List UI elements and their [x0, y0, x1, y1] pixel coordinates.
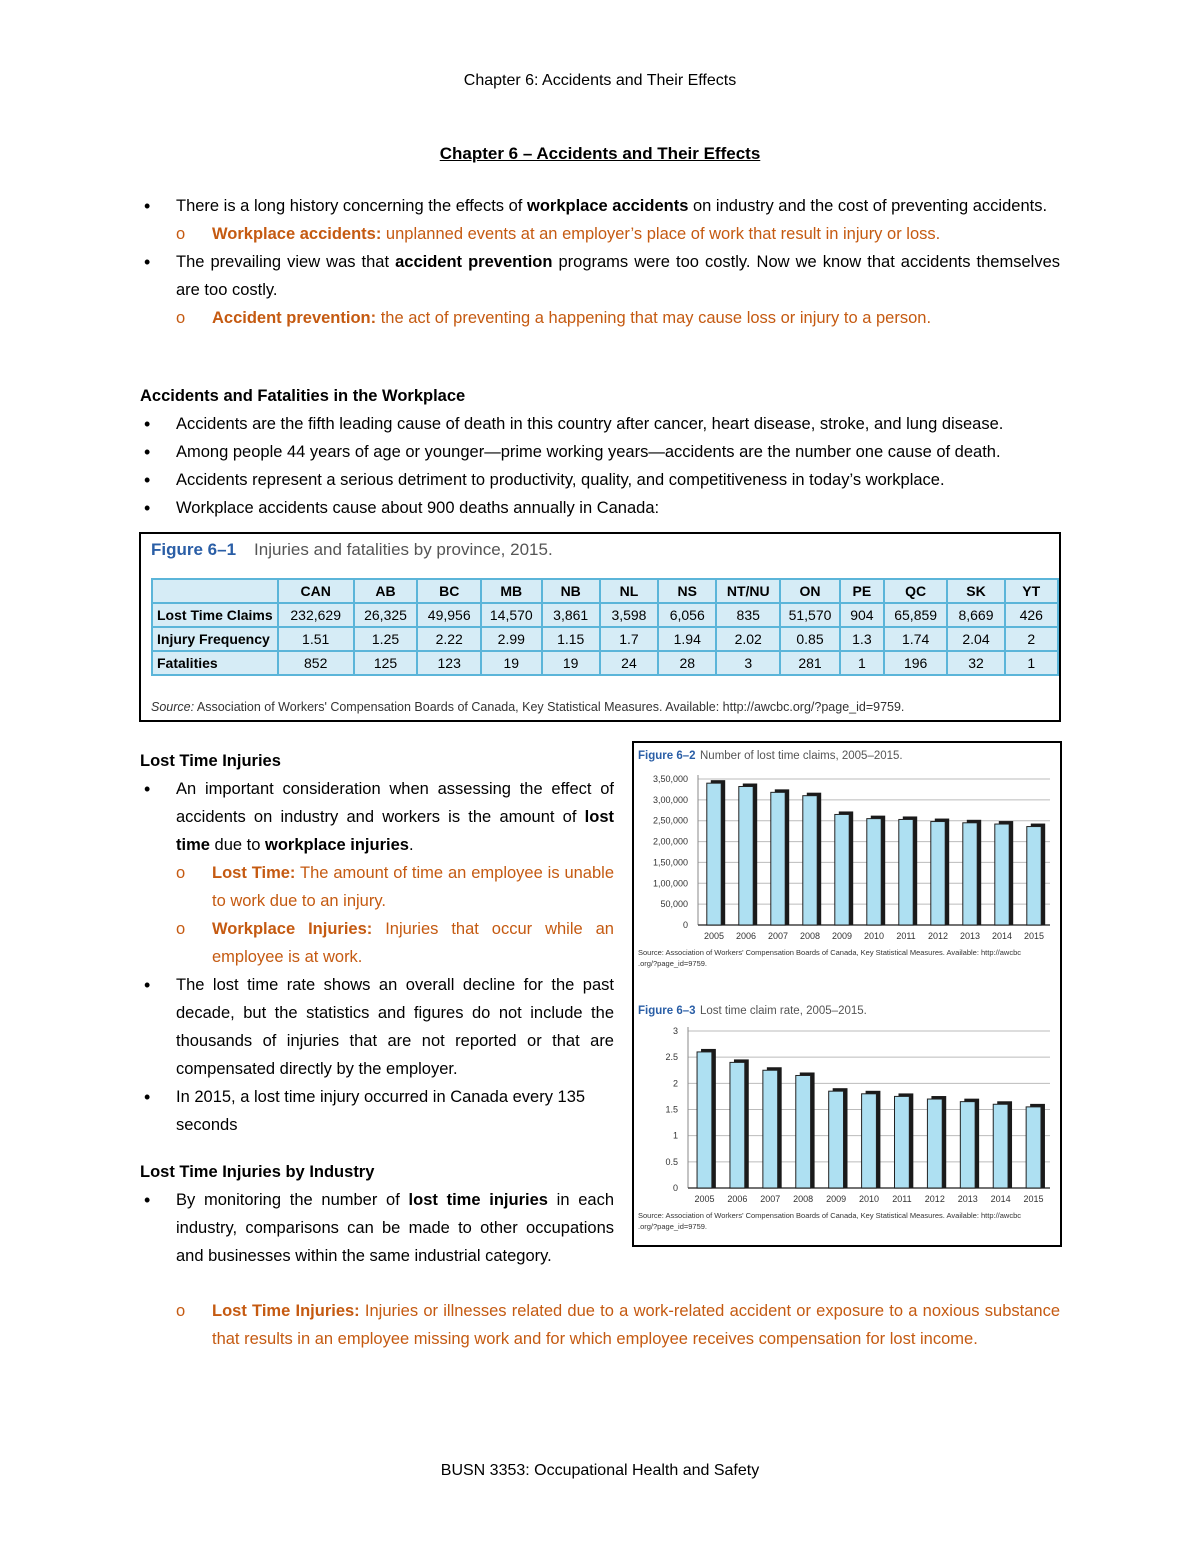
- table-cell: 1.3: [840, 627, 884, 651]
- y-tick-label: 0: [682, 920, 688, 930]
- column-header: MB: [481, 579, 542, 603]
- figure-caption: Figure 6–1 Injuries and fatalities by province, 2015.: [151, 540, 553, 559]
- bar: [829, 1091, 844, 1188]
- bar: [803, 796, 817, 925]
- bar: [960, 1102, 975, 1188]
- x-tick-label: 2011: [892, 1194, 912, 1204]
- x-tick-label: 2014: [990, 1194, 1011, 1204]
- definition-lost-time-injuries: o Lost Time Injuries: Injuries or illnesses related due to a work-related accident or exposure to a noxious substance that results in an employee missing work and for which employee receives compensation for lost income.: [176, 1302, 1060, 1348]
- table-cell: 1.25: [354, 627, 418, 651]
- x-tick-label: 2012: [924, 1194, 945, 1204]
- table-cell: 1.74: [884, 627, 948, 651]
- table-cell: 2: [1005, 627, 1059, 651]
- bar: [895, 1096, 910, 1188]
- chart-source: Source: Association of Workers' Compensation Boards of Canada, Key Statistical Measures. Available: http://awcbc: [638, 1211, 1022, 1220]
- table-cell: 3,598: [600, 603, 658, 627]
- fatalities-bullet: • Workplace accidents cause about 900 deaths annually in Canada:: [140, 494, 1060, 522]
- bar: [763, 1070, 778, 1188]
- column-header: ON: [780, 579, 840, 603]
- figure-6-1: [139, 532, 1061, 722]
- table-cell: 196: [884, 651, 948, 675]
- table-cell: 32: [947, 651, 1004, 675]
- column-header: PE: [840, 579, 884, 603]
- bar: [867, 819, 881, 925]
- table-cell: 14,570: [481, 603, 542, 627]
- y-tick-label: 1: [672, 1130, 678, 1141]
- table-row: [152, 627, 1058, 651]
- table-cell: 49,956: [417, 603, 481, 627]
- table-cell: 125: [354, 651, 418, 675]
- document-title: Chapter 6 – Accidents and Their Effects: [439, 144, 761, 163]
- page-header: Chapter 6: Accidents and Their Effects: [463, 72, 737, 89]
- table-cell: 1: [1005, 651, 1059, 675]
- bar-charts: [634, 743, 1060, 1245]
- table-cell: 1.7: [600, 627, 658, 651]
- table-cell: 852: [278, 651, 354, 675]
- table-corner: [152, 579, 278, 603]
- bar: [899, 819, 913, 925]
- table-cell: 2.22: [417, 627, 481, 651]
- chart-title: Number of lost time claims, 2005–2015.: [700, 750, 903, 762]
- table-cell: 24: [600, 651, 658, 675]
- lost-time-bullet-2: • The lost time rate shows an overall decline for the past decade, but the statistics and figures do not include the thousands of injuries that are not reported or that are compensated directly by the employer.: [140, 971, 614, 1083]
- x-tick-label: 2006: [727, 1194, 748, 1204]
- row-header: Lost Time Claims: [152, 603, 278, 627]
- table-cell: 65,859: [884, 603, 948, 627]
- chart-title: Lost time claim rate, 2005–2015.: [700, 1005, 867, 1017]
- definition-accident-prevention: o Accident prevention: the act of preventing a happening that may cause loss or injury to a person.: [176, 309, 932, 327]
- fatalities-section: [140, 382, 1060, 522]
- y-tick-label: 2: [672, 1078, 678, 1089]
- intro-bullet-1: • There is a long history concerning the effects of workplace accidents on industry and the cost of preventing accidents. o Workplace accidents: unplanned events at an employer’s place of work that result in injury or loss.: [140, 192, 1060, 248]
- x-tick-label: 2012: [927, 931, 949, 941]
- figure-source: Source: Association of Workers' Compensation Boards of Canada, Key Statistical Measures. Available: http://awcbc.org/?page_id=9759.: [151, 700, 905, 714]
- bar: [1026, 1107, 1041, 1188]
- bar: [963, 823, 977, 925]
- y-tick-label: 50,000: [660, 899, 688, 910]
- table-cell: 2.99: [481, 627, 542, 651]
- lost-time-bullet-1: • An important consideration when assessing the effect of accidents on industry and workers is the amount of lost time due to workplace injuries. o Lost Time: The amount of time an employee is unable to work due to an injury. o Workplace Injuries: Injuries that occur while an employee is at work.: [140, 775, 614, 971]
- x-tick-label: 2010: [858, 1194, 880, 1204]
- chart-figure-number: Figure 6–2: [638, 750, 696, 762]
- x-tick-label: 2011: [896, 931, 916, 941]
- table-cell: 835: [716, 603, 780, 627]
- definition-lost-time: o Lost Time: The amount of time an employee is unable to work due to an injury.: [176, 864, 615, 910]
- bar: [931, 822, 945, 925]
- y-tick-label: 0.5: [665, 1156, 678, 1167]
- y-tick-label: 2,00,000: [652, 836, 688, 847]
- column-header: NT/NU: [716, 579, 780, 603]
- industry-definition-block: [176, 1297, 1060, 1353]
- intro-bullet-2: • The prevailing view was that accident prevention programs were too costly. Now we know that accidents themselves are too costly. o Accident prevention: the act of preventing a happening that may cause loss or injury to a person.: [140, 248, 1060, 332]
- definition-workplace-injuries: o Workplace Injuries: Injuries that occur while an employee is at work.: [176, 920, 614, 966]
- table-cell: 19: [542, 651, 600, 675]
- bar: [707, 783, 721, 925]
- column-header: SK: [947, 579, 1004, 603]
- fatalities-bullet: • Accidents are the fifth leading cause of death in this country after cancer, heart disease, stroke, and lung disease.: [140, 410, 1060, 438]
- y-tick-label: 1.5: [665, 1104, 678, 1115]
- table-cell: 281: [780, 651, 840, 675]
- bar: [993, 1104, 1008, 1188]
- bar: [1027, 827, 1041, 925]
- chart-source: .org/?page_id=9759.: [638, 959, 708, 968]
- x-tick-label: 2007: [767, 931, 789, 941]
- table-cell: 1.15: [542, 627, 600, 651]
- table-row: [152, 651, 1058, 675]
- table-cell: 1: [840, 651, 884, 675]
- x-tick-label: 2006: [735, 931, 757, 941]
- page-footer: BUSN 3353: Occupational Health and Safety: [440, 1462, 760, 1479]
- bar: [697, 1052, 712, 1188]
- industry-section: [140, 1158, 614, 1270]
- column-header: NB: [542, 579, 600, 603]
- table-cell: 51,570: [780, 603, 840, 627]
- row-header: Injury Frequency: [152, 627, 278, 651]
- table-row: [152, 603, 1058, 627]
- bar: [771, 792, 785, 925]
- y-tick-label: 1,50,000: [652, 857, 688, 868]
- bar: [796, 1075, 811, 1188]
- table-cell: 28: [658, 651, 716, 675]
- table-cell: 3: [716, 651, 780, 675]
- column-header: AB: [354, 579, 418, 603]
- x-tick-label: 2014: [991, 931, 1013, 941]
- chart-source: Source: Association of Workers' Compensation Boards of Canada, Key Statistical Measures. Available: http://awcbc: [638, 948, 1022, 957]
- bar: [995, 824, 1009, 925]
- column-header: YT: [1005, 579, 1059, 603]
- table-cell: 26,325: [354, 603, 418, 627]
- y-tick-label: 0: [672, 1183, 678, 1193]
- column-header: NL: [600, 579, 658, 603]
- table-cell: 1.94: [658, 627, 716, 651]
- table-cell: 6,056: [658, 603, 716, 627]
- bar: [739, 787, 753, 925]
- injuries-table: [151, 578, 1059, 676]
- x-tick-label: 2013: [959, 931, 981, 941]
- x-tick-label: 2015: [1023, 931, 1045, 941]
- table-cell: 19: [481, 651, 542, 675]
- fatalities-bullet: • Among people 44 years of age or younger—prime working years—accidents are the number one cause of death.: [140, 438, 1060, 466]
- table-cell: 123: [417, 651, 481, 675]
- x-tick-label: 2008: [793, 1194, 814, 1204]
- table-cell: 232,629: [278, 603, 354, 627]
- table-cell: 904: [840, 603, 884, 627]
- table-cell: 1.51: [278, 627, 354, 651]
- y-tick-label: 1,00,000: [652, 878, 688, 889]
- section-heading-lost-time: Lost Time Injuries: [140, 752, 281, 770]
- column-header: NS: [658, 579, 716, 603]
- table-cell: 2.04: [947, 627, 1004, 651]
- x-tick-label: 2005: [694, 1194, 715, 1204]
- figures-6-2-6-3: [632, 741, 1062, 1247]
- table-cell: 0.85: [780, 627, 840, 651]
- fatalities-bullet: • Accidents represent a serious detriment to productivity, quality, and competitiveness in today’s workplace.: [140, 466, 1060, 494]
- x-tick-label: 2015: [1023, 1194, 1044, 1204]
- x-tick-label: 2005: [703, 931, 725, 941]
- x-tick-label: 2007: [760, 1194, 781, 1204]
- column-header: BC: [417, 579, 481, 603]
- table-cell: 3,861: [542, 603, 600, 627]
- x-tick-label: 2013: [957, 1194, 978, 1204]
- chart-figure-number: Figure 6–3: [638, 1005, 696, 1017]
- column-header: QC: [884, 579, 948, 603]
- table-cell: 2.02: [716, 627, 780, 651]
- bar: [927, 1099, 942, 1188]
- table-cell: 8,669: [947, 603, 1004, 627]
- column-header: CAN: [278, 579, 354, 603]
- chart-source: .org/?page_id=9759.: [638, 1222, 708, 1231]
- y-tick-label: 3,50,000: [652, 774, 688, 784]
- lost-time-section: [140, 747, 614, 1139]
- section-heading-industry: Lost Time Injuries by Industry: [140, 1163, 375, 1181]
- section-heading-fatalities: Accidents and Fatalities in the Workplace: [140, 387, 466, 405]
- x-tick-label: 2010: [863, 931, 885, 941]
- intro-section: [140, 192, 1060, 332]
- y-tick-label: 3,00,000: [652, 794, 688, 805]
- y-tick-label: 3: [672, 1026, 678, 1036]
- y-tick-label: 2.5: [665, 1052, 678, 1063]
- bar: [730, 1062, 745, 1188]
- bar: [835, 814, 849, 925]
- bar: [862, 1094, 877, 1188]
- x-tick-label: 2009: [831, 931, 853, 941]
- table-cell: 426: [1005, 603, 1059, 627]
- x-tick-label: 2008: [799, 931, 821, 941]
- lost-time-bullet-3: • In 2015, a lost time injury occurred in Canada every 135 seconds: [140, 1083, 614, 1139]
- definition-workplace-accidents: o Workplace accidents: unplanned events at an employer’s place of work that result in injury or loss.: [176, 225, 941, 243]
- y-tick-label: 2,50,000: [652, 815, 688, 826]
- x-tick-label: 2009: [826, 1194, 847, 1204]
- row-header: Fatalities: [152, 651, 278, 675]
- industry-bullet-1: • By monitoring the number of lost time injuries in each industry, comparisons can be made to other occupations and businesses within the same industrial category.: [140, 1186, 614, 1270]
